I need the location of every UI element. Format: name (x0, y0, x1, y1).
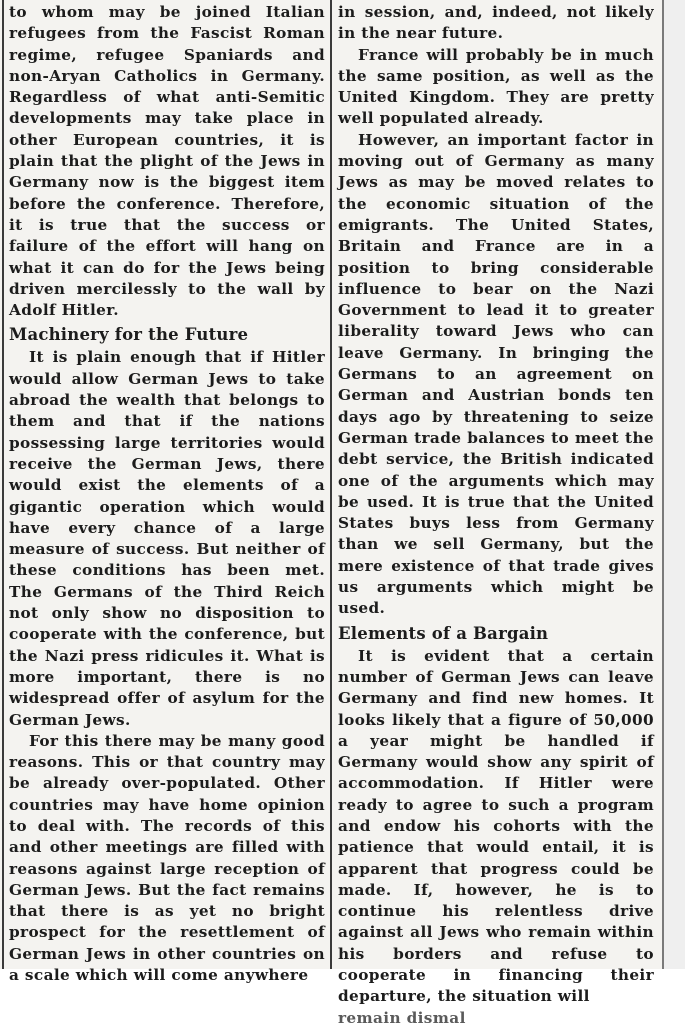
right-paragraph-4: It is evident that a certain number of German Jews can leave Germany and find new homes. It looks likely that a figure of 50,000 a year might be handled if Germany would show any spirit of accommodation. If Hitler were ready to agree to such a program and endow his cohorts with the patience that would entail, it is apparent that progress could be made. If, however, he is to continue his relentless drive against all Jews who remain within his borders and refuse to cooperate in financing their departure, the situation will (338, 646, 654, 1006)
section-heading-bargain: Elements of a Bargain (338, 623, 549, 643)
right-paragraph-1: in session, and, indeed, not likely in the near future. (338, 3, 654, 43)
right-paragraph-3: However, an important factor in moving out of Germany as many Jews as may be moved relates to the economic situation of the emigrants. The United States, Britain and France are in a position to bring considerable influence to bear on the Nazi Government to lead it to greater liberality toward Jews who can leave Germany. In bringing the Germans to an agreement on German and Austrian bonds ten days ago by threatening to seize German trade balances to meet the debt service, the British indicated one of the arguments which may be used. It is true that the United States buys less from Germany than we sell Germany, but the mere existence of that trade gives us arguments which might be used. (338, 130, 654, 618)
left-paragraph-3: For this there may be many good reasons. This or that country may be already over-populated. Other countries may have home opinion to deal with. The records of this and other meetings are filled with reasons against large reception of German Jews. But the fact remains that there is as yet no bright prospect for the resettlement of German Jews in other countries on a scale which will come anywhere (9, 731, 325, 985)
scanner-margin (664, 0, 685, 969)
left-column (9, 2, 325, 986)
right-paragraph-4-cutoff: remain dismal (338, 1008, 466, 1027)
center-column-rule (330, 0, 332, 969)
left-column-rule (2, 0, 4, 969)
right-paragraph-2: France will probably be in much the same position, as well as the United Kingdom. They are pretty well populated already. (338, 45, 654, 128)
left-paragraph-2: It is plain enough that if Hitler would allow German Jews to take abroad the wealth that belongs to them and that if the nations possessing large territories would receive the German Jews, there would exist the elements of a gigantic operation which would have every chance of a large measure of success. But neither of these conditions has been met. The Germans of the Third Reich not only show no disposition to cooperate with the conference, but the Nazi press ridicules it. What is more important, there is no widespread offer of asylum for the German Jews. (9, 348, 325, 729)
right-column (338, 2, 654, 1029)
section-heading-machinery: Machinery for the Future (9, 325, 249, 345)
left-paragraph-1: to whom may be joined Italian refugees from the Fascist Roman regime, refugee Spaniards and non-Aryan Catholics in Germany. Regardless of what anti-Semitic developments may take place in other European countries, it is plain that the plight of the Jews in Germany now is the biggest item before the conference. Therefore, it is true that the success or failure of the effort will hang on what it can do for the Jews being driven mercilessly to the wall by Adolf Hitler. (9, 3, 325, 320)
